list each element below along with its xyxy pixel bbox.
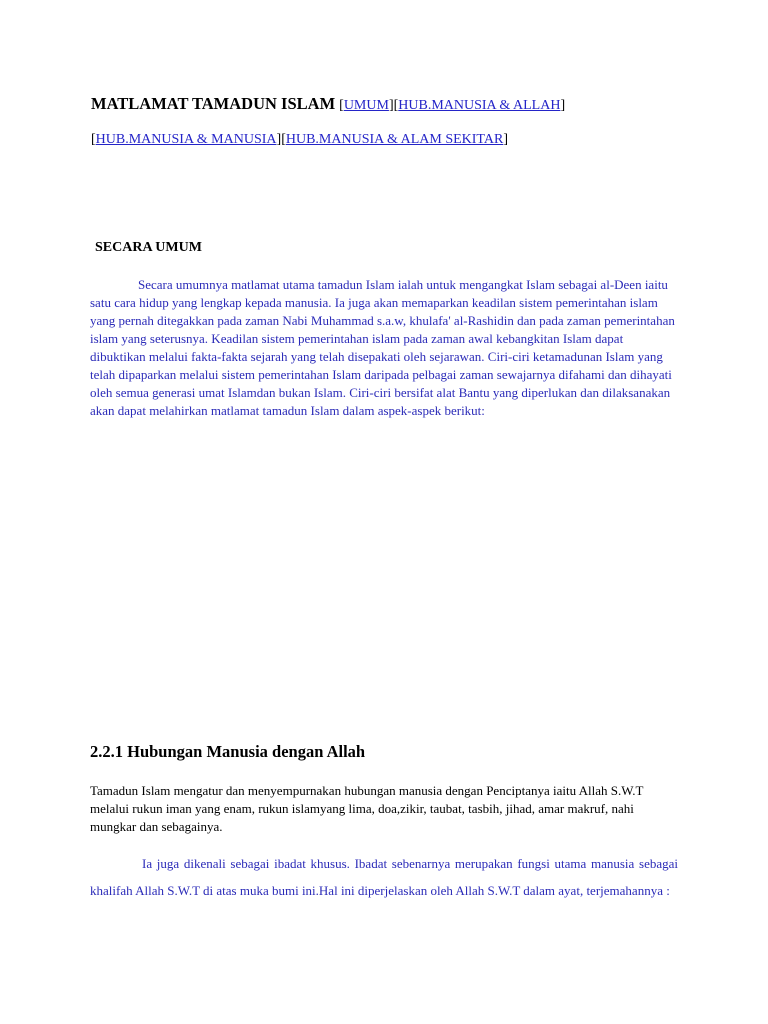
link-hub-manusia-manusia[interactable]: HUB.MANUSIA & MANUSIA (95, 132, 277, 147)
link-hub-manusia-allah[interactable]: HUB.MANUSIA & ALLAH (398, 98, 561, 113)
link-hub-manusia-alam-sekitar[interactable]: HUB.MANUSIA & ALAM SEKITAR (285, 132, 504, 147)
bracket-open: [ (339, 98, 344, 113)
link-umum[interactable]: UMUM (343, 98, 389, 113)
section-heading-umum: SECARA UMUM (95, 240, 202, 255)
bracket-join: ][ (388, 98, 399, 113)
nav-links-line (91, 132, 508, 148)
page-title: MATLAMAT TAMADUN ISLAM (91, 94, 336, 113)
ibadat-paragraph: Ia juga dikenali sebagai ibadat khusus. Ibadat sebenarnya merupakan fungsi utama manusia sebagai khalifah Allah S.W.T di atas muka bumi ini.Hal ini diperjelaskan oleh Allah S.W.T dalam ayat, terjemahannya : (90, 856, 678, 898)
intro-paragraph: Secara umumnya matlamat utama tamadun Islam ialah untuk mengangkat Islam sebagai al-Deen iaitu satu cara hidup yang lengkap kepada manusia. Ia juga akan memaparkan keadilan sistem pemerintahan islam yang pernah ditegakkan pada zaman Nabi Muhammad s.a.w, khulafa' al-Rashidin dan pada zaman pemerintahan islam yang seterusnya. Keadilan sistem pemerintahan islam pada zaman awal kebangkitan Islam dapat dibuktikan melalui fakta-fakta sejarah yang telah disepakati oleh sejarawan. Ciri-ciri ketamadunan Islam yang telah dipaparkan melalui sistem pemerintahan Islam daripada pelbagai zaman sewajarnya difahami dan dihayati oleh semua generasi umat Islamdan bukan Islam. Ciri-ciri bersifat alat Bantu yang diperlukan dan dilaksanakan akan dapat melahirkan matlamat tamadun Islam dalam aspek-aspek berikut: (90, 277, 675, 418)
bracket-close: ] (560, 98, 566, 113)
bracket-join: ][ (276, 132, 286, 147)
bracket-close: ] (503, 132, 508, 147)
subheading-hubungan-allah: 2.2.1 Hubungan Manusia dengan Allah (90, 742, 366, 761)
bracket-open: [ (91, 132, 96, 147)
title-line (91, 94, 565, 114)
relation-paragraph: Tamadun Islam mengatur dan menyempurnakan hubungan manusia dengan Penciptanya iaitu Allah S.W.T melalui rukun iman yang enam, rukun islamyang lima, doa,zikir, taubat, tasbih, jihad, amar makruf, nahi mungkar dan sebagainya. (90, 783, 644, 834)
